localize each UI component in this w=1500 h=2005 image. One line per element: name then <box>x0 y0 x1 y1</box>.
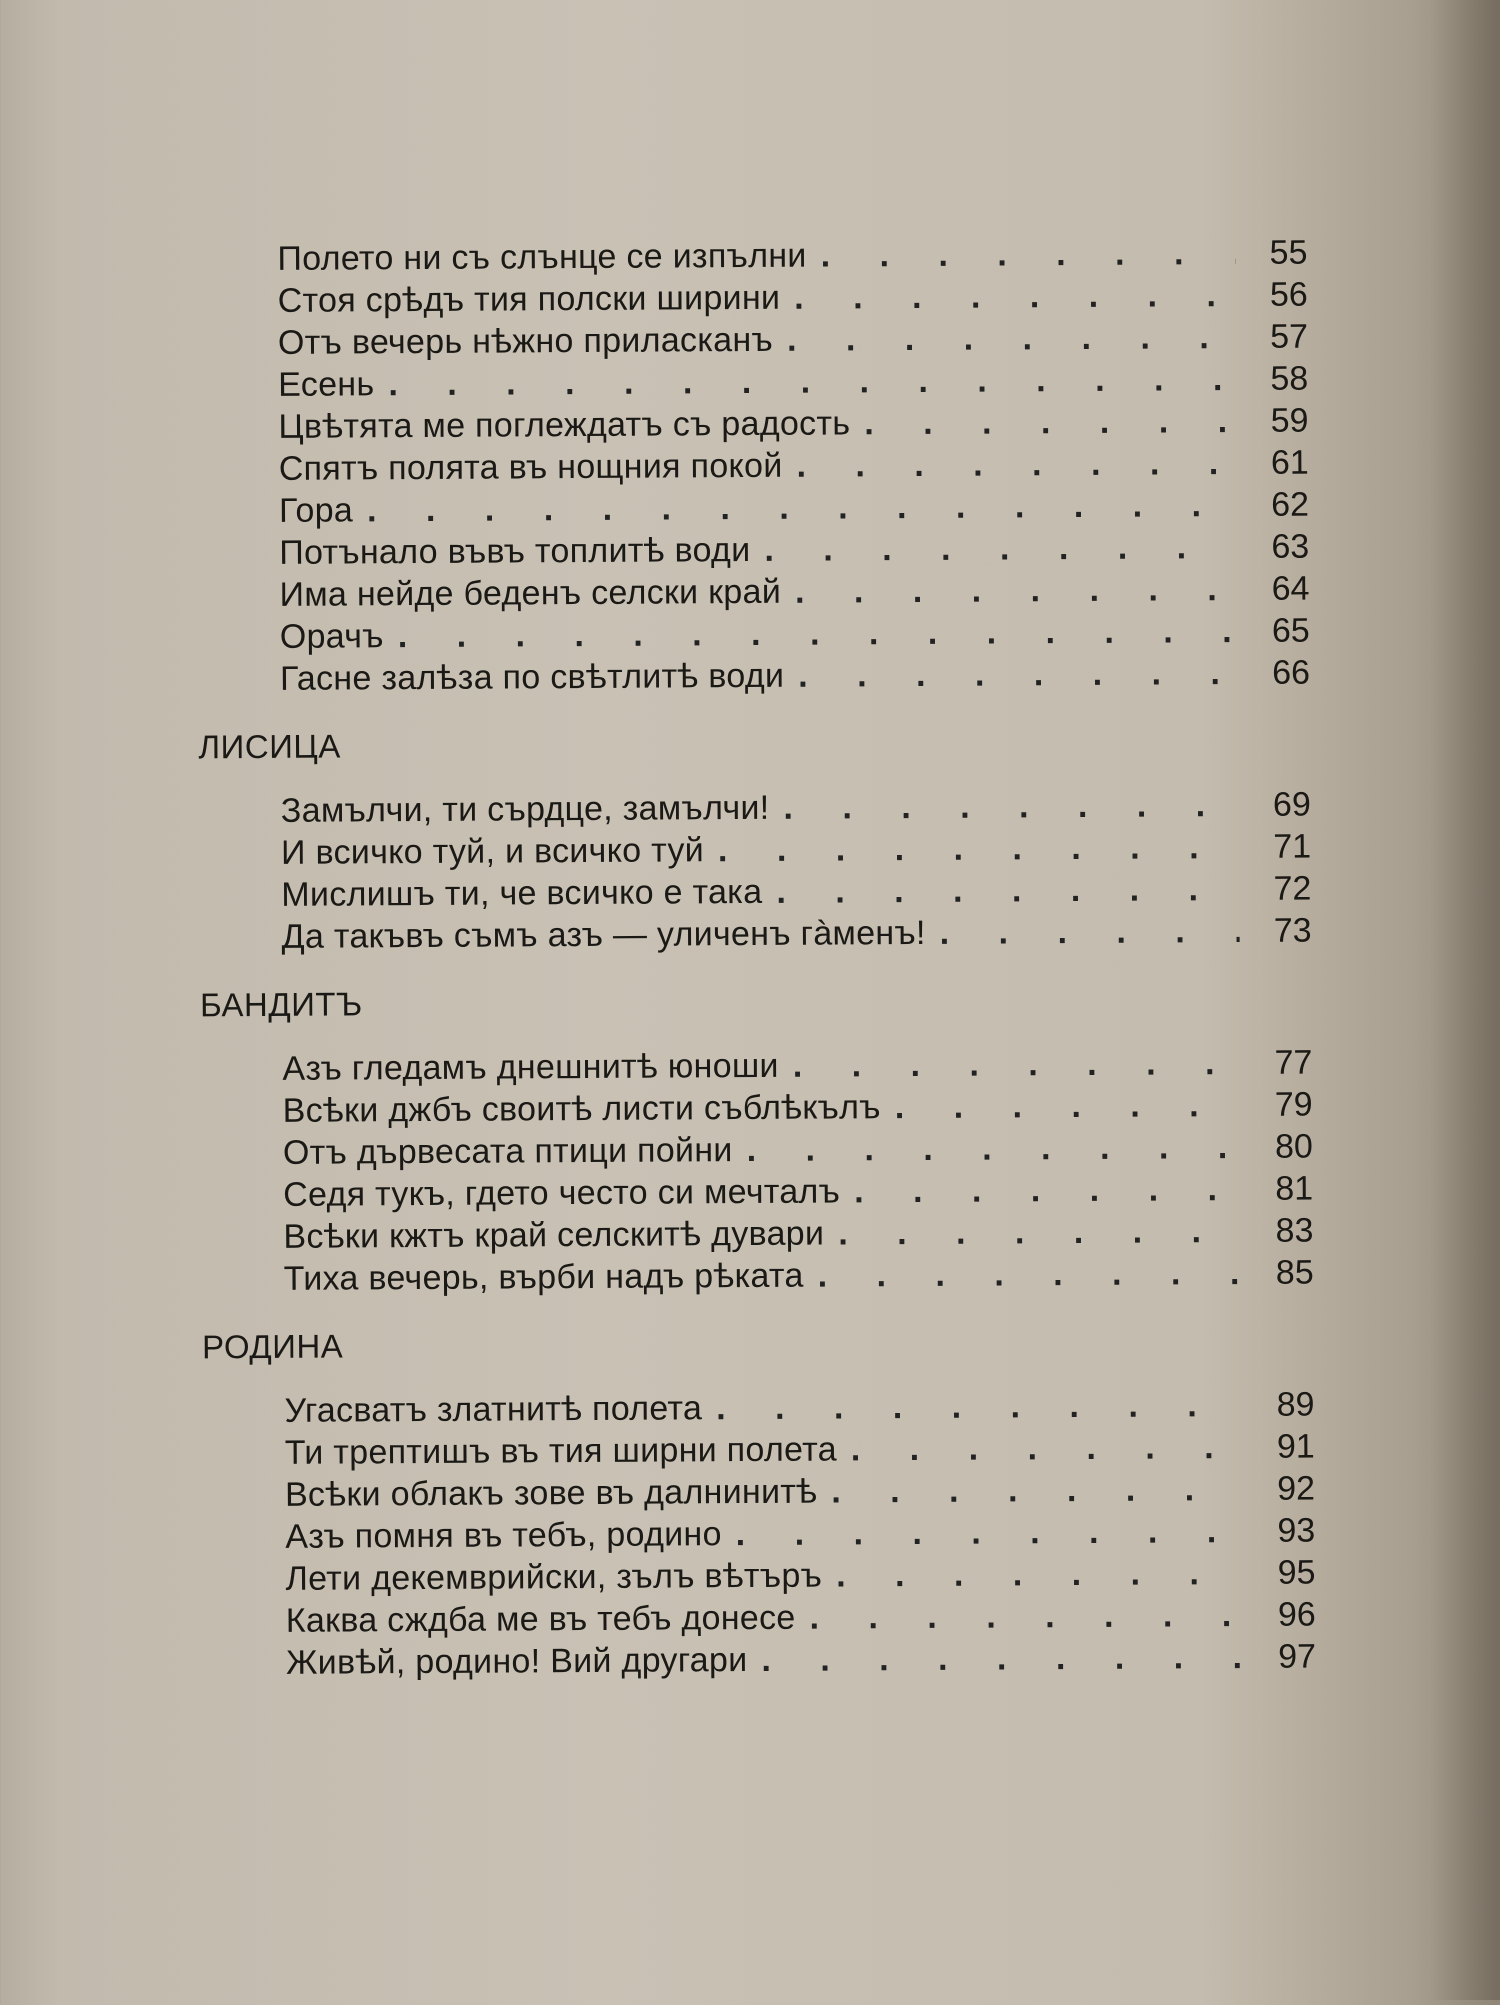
entry-page-number: 66 <box>1272 653 1311 692</box>
entry-page-number: 93 <box>1277 1511 1316 1550</box>
entry-page-number: 64 <box>1271 569 1310 608</box>
entry-page-number: 72 <box>1273 869 1312 908</box>
dot-leader <box>818 1252 1242 1297</box>
entry-title: Гора <box>278 491 354 530</box>
entry-title: Всѣки джбъ своитѣ листи съблѣкълъ <box>282 1088 881 1130</box>
entry-title: Гасне залѣза по свѣтлитѣ води <box>279 656 785 698</box>
entry-page-number: 62 <box>1271 485 1310 524</box>
dot-leader <box>798 652 1238 697</box>
dot-leader <box>736 1510 1244 1555</box>
toc-entry <box>283 1084 1313 1132</box>
toc-entry <box>281 826 1311 874</box>
dot-leader <box>851 1426 1243 1470</box>
entry-page-number: 80 <box>1274 1127 1314 1166</box>
entry-page-number: 73 <box>1273 911 1312 950</box>
entry-page-number: 97 <box>1278 1637 1317 1676</box>
toc-entry <box>283 1210 1313 1258</box>
toc-entry <box>284 1384 1314 1432</box>
entry-title: Есень <box>278 365 375 404</box>
entry-title: Орачъ <box>279 617 384 656</box>
toc-entry <box>279 442 1309 490</box>
dot-leader <box>793 1042 1241 1087</box>
dot-leader <box>795 568 1238 613</box>
toc-entry-list <box>0 782 1500 959</box>
toc-entry <box>279 568 1309 616</box>
toc-entry <box>281 868 1311 916</box>
section-title: БАНДИТЪ <box>199 985 363 1024</box>
dot-leader <box>761 1636 1244 1681</box>
toc-section <box>0 230 1498 701</box>
entry-page-number: 55 <box>1269 233 1308 272</box>
entry-title: Тиха вечерь, върби надъ рѣката <box>283 1256 804 1298</box>
entry-title: Отъ дървесата птици пойни <box>282 1131 733 1172</box>
toc-entry <box>283 1168 1313 1216</box>
entry-page-number: 63 <box>1271 527 1310 566</box>
toc-entry-list <box>0 1040 1500 1301</box>
toc-entry <box>285 1468 1315 1516</box>
entry-title: Полето ни съ слънце се изпълни <box>277 236 807 278</box>
toc-entry <box>285 1552 1315 1600</box>
dot-leader <box>776 868 1239 913</box>
dot-leader <box>821 232 1236 277</box>
toc-entry <box>278 274 1308 322</box>
toc-section <box>2 1318 1500 1685</box>
dot-leader <box>388 358 1236 405</box>
toc-entry <box>284 1252 1314 1300</box>
entry-page-number: 81 <box>1275 1169 1314 1208</box>
entry-page-number: 95 <box>1277 1553 1316 1592</box>
toc-entry <box>286 1636 1316 1684</box>
toc-entry <box>281 784 1311 832</box>
entry-title: Потънало въвъ топлитѣ води <box>279 530 751 572</box>
dot-leader <box>718 826 1239 871</box>
entry-title: Седя тукъ, гдето често си мечталъ <box>283 1172 841 1214</box>
entry-page-number: 83 <box>1275 1211 1314 1250</box>
entry-page-number: 59 <box>1270 401 1309 440</box>
entry-title: Лети декемврийски, зълъ вѣтъръ <box>285 1556 823 1598</box>
entry-page-number: 91 <box>1276 1427 1315 1466</box>
dot-leader <box>836 1552 1244 1596</box>
section-title: ЛИСИЦА <box>198 727 341 766</box>
dot-leader <box>895 1084 1241 1128</box>
entry-page-number: 69 <box>1272 785 1311 824</box>
entry-title: Каква сждба ме въ тебъ донесе <box>285 1598 796 1640</box>
dot-leader <box>809 1594 1243 1639</box>
entry-title: Спятъ полята въ нощния покой <box>278 446 783 488</box>
entry-title: Всѣки облакъ зове въ далнинитѣ <box>284 1472 818 1514</box>
dot-leader <box>716 1384 1243 1429</box>
entry-title: Замълчи, ти сърдце, замълчи! <box>280 788 770 830</box>
toc-section <box>0 718 1500 959</box>
entry-title: Азъ помня въ тебъ, родино <box>285 1515 722 1556</box>
toc-entry <box>285 1426 1315 1474</box>
dot-leader <box>783 784 1239 829</box>
dot-leader <box>831 1468 1243 1513</box>
toc-entry <box>285 1510 1315 1558</box>
entry-page-number: 79 <box>1274 1085 1313 1124</box>
toc-entry-list <box>0 230 1498 701</box>
toc-entry <box>283 1126 1313 1174</box>
toc-entry <box>278 400 1308 448</box>
toc-entry-list <box>2 1382 1500 1685</box>
entry-title: Да такъвъ съмъ азъ — уличенъ гàменъ! <box>281 913 926 956</box>
dot-leader <box>794 274 1236 319</box>
entry-title: Угасватъ златнитѣ полета <box>284 1389 703 1430</box>
toc-entry <box>279 526 1309 574</box>
toc-entry <box>282 1042 1312 1090</box>
toc-entry <box>286 1594 1316 1642</box>
entry-title: Ти трептишъ въ тия ширни полета <box>284 1430 837 1472</box>
entry-title: Отъ вечерь нѣжно приласканъ <box>277 320 774 362</box>
toc-entry <box>278 316 1308 364</box>
entry-title: Мислишъ ти, че всичко е така <box>281 872 763 914</box>
entry-title: Всѣки кжтъ край селскитѣ дувари <box>283 1214 825 1256</box>
toc-entry <box>280 652 1310 700</box>
toc-entry <box>280 610 1310 658</box>
entry-title: Има нейде беденъ селски край <box>279 572 782 614</box>
toc-entry <box>277 232 1307 280</box>
dot-leader <box>940 910 1240 954</box>
entry-page-number: 58 <box>1270 359 1309 398</box>
entry-page-number: 92 <box>1277 1469 1316 1508</box>
dot-leader <box>796 442 1236 487</box>
entry-title: И всичко туй, и всичко туй <box>280 831 705 872</box>
entry-page-number: 61 <box>1270 443 1309 482</box>
entry-title: Живѣй, родино! Вий другари <box>285 1641 748 1682</box>
page-edge-shadow <box>1430 0 1500 2000</box>
table-of-contents <box>0 230 1500 1685</box>
dot-leader <box>838 1210 1241 1254</box>
entry-page-number: 71 <box>1273 827 1312 866</box>
dot-leader <box>398 610 1238 657</box>
dot-leader <box>864 400 1236 444</box>
entry-page-number: 77 <box>1274 1043 1313 1082</box>
entry-page-number: 89 <box>1276 1385 1315 1424</box>
entry-page-number: 85 <box>1275 1253 1314 1292</box>
toc-entry <box>279 484 1309 532</box>
entry-page-number: 65 <box>1271 611 1310 650</box>
dot-leader <box>764 526 1237 571</box>
entry-title: Цвѣтята ме поглеждатъ съ радость <box>278 404 851 446</box>
entry-title: Стоя срѣдъ тия полски ширини <box>277 278 781 320</box>
entry-page-number: 96 <box>1277 1595 1316 1634</box>
toc-section <box>0 976 1500 1301</box>
section-title: РОДИНА <box>201 1327 344 1366</box>
toc-entry <box>281 910 1311 958</box>
entry-title: Азъ гледамъ днешнитѣ юноши <box>282 1046 779 1088</box>
entry-page-number: 56 <box>1269 275 1308 314</box>
toc-entry <box>278 358 1308 406</box>
dot-leader <box>854 1168 1241 1212</box>
dot-leader <box>367 484 1237 531</box>
dot-leader <box>747 1126 1242 1171</box>
entry-page-number: 57 <box>1270 317 1309 356</box>
dot-leader <box>787 316 1236 361</box>
